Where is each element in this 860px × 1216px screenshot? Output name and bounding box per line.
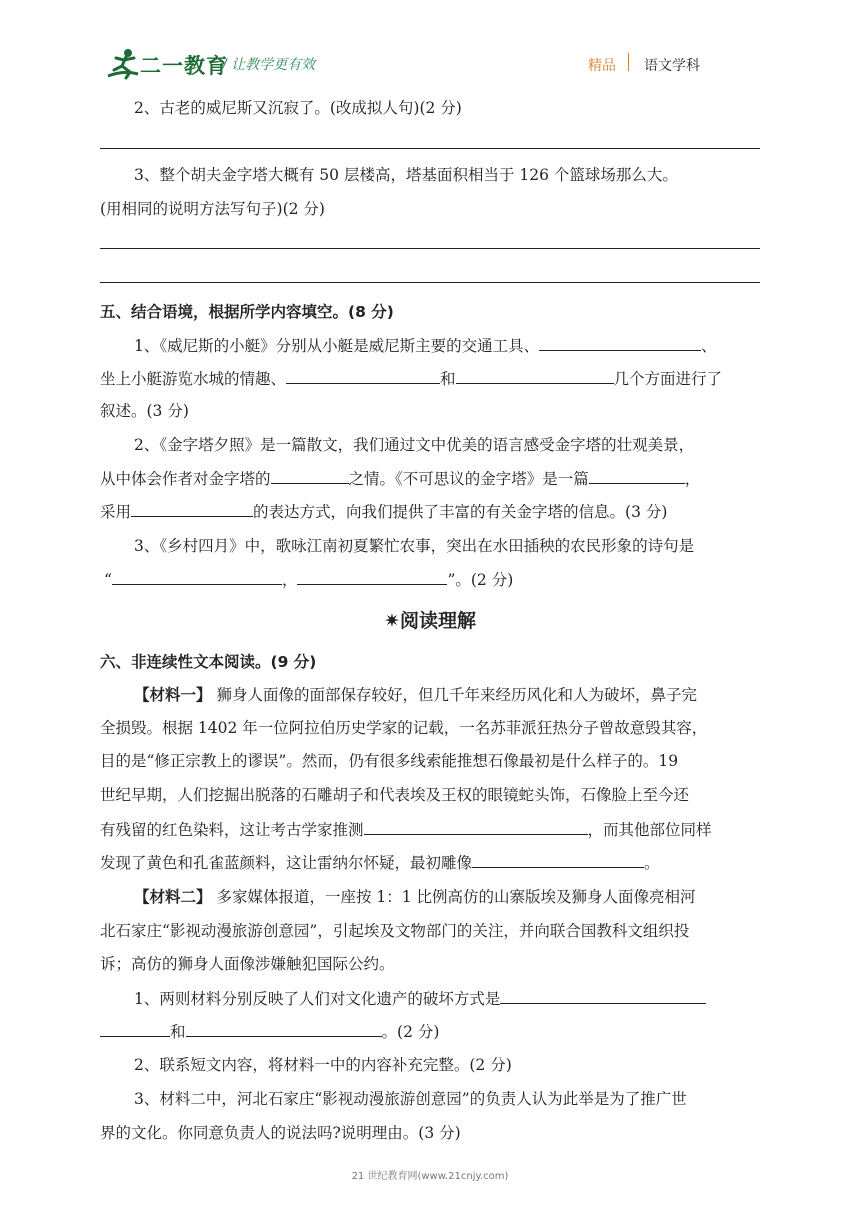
m1-line4: 世纪早期，人们挖掘出脱落的石雕胡子和代表埃及王权的眼镜蛇头饰，石像脸上至今还 bbox=[100, 786, 690, 804]
s5-item2-line3 bbox=[100, 500, 667, 523]
tag-subject: 语文学科 bbox=[644, 58, 700, 74]
text: “ bbox=[104, 571, 112, 589]
text: 。(2 分) bbox=[381, 1023, 440, 1041]
text: 从中体会作者对金字塔的 bbox=[100, 470, 271, 488]
fill-blank[interactable] bbox=[186, 1020, 382, 1037]
s5-item1-line1 bbox=[134, 334, 717, 357]
fill-blank[interactable] bbox=[297, 568, 447, 585]
answer-line[interactable] bbox=[100, 148, 760, 149]
fill-blank[interactable] bbox=[112, 568, 282, 585]
fill-blank[interactable] bbox=[539, 334, 701, 351]
page-header bbox=[0, 0, 860, 86]
slogan: / 让教学更有效 bbox=[222, 57, 316, 73]
text: 。 bbox=[644, 854, 660, 872]
text: 和 bbox=[170, 1023, 186, 1041]
text: 坐上小艇游览水城的情趣、 bbox=[100, 370, 287, 388]
page-footer: 21 世纪教育网(www.21cnjy.com) bbox=[351, 1171, 509, 1182]
fill-blank[interactable] bbox=[131, 500, 253, 517]
m1-line1 bbox=[134, 684, 697, 706]
section-6-title: 六、非连续性文本阅读。(9 分) bbox=[100, 653, 317, 671]
material-1-tag: 【材料一】 bbox=[134, 686, 212, 704]
material-2-tag: 【材料二】 bbox=[134, 888, 212, 906]
fill-blank[interactable] bbox=[271, 467, 349, 484]
q4-item2: 2、古老的威尼斯又沉寂了。(改成拟人句)(2 分) bbox=[134, 99, 462, 117]
answer-line[interactable] bbox=[100, 248, 760, 249]
fill-blank[interactable] bbox=[456, 367, 614, 384]
m1-line6 bbox=[100, 851, 660, 874]
text: 1、两则材料分别反映了人们对文化遗产的破坏方式是 bbox=[134, 990, 501, 1008]
text: 狮身人面像的面部保存较好，但几千年来经历风化和人为破坏，鼻子完 bbox=[211, 686, 697, 704]
section-5-title: 五、结合语境，根据所学内容填空。(8 分) bbox=[100, 303, 394, 321]
s5-item3-line1: 3、《乡村四月》中，歌咏江南初夏繁忙农事，突出在水田插秧的农民形象的诗句是 bbox=[134, 537, 695, 555]
text: 采用 bbox=[100, 503, 132, 521]
s6-q3-line1: 3、材料二中，河北石家庄“影视动漫旅游创意园”的负责人认为此举是为了推广世 bbox=[134, 1090, 687, 1108]
fill-blank[interactable] bbox=[472, 851, 644, 868]
tag-premium: 精品 bbox=[588, 58, 616, 74]
m2-line3: 诉；高仿的狮身人面像涉嫌触犯国际公约。 bbox=[100, 955, 395, 973]
m1-line2: 全损毁。根据 1402 年一位阿拉伯历史学家的记载，一名苏菲派狂热分子曾故意毁其容， bbox=[100, 719, 708, 737]
s5-item1-line2 bbox=[100, 367, 722, 390]
text: 几个方面进行了 bbox=[613, 370, 723, 388]
m2-line1 bbox=[134, 886, 696, 908]
fill-blank[interactable] bbox=[589, 467, 685, 484]
s6-q1-line1 bbox=[134, 987, 706, 1010]
s5-item2-line2 bbox=[100, 467, 700, 490]
s5-item3-line2 bbox=[104, 568, 513, 591]
tag-divider bbox=[628, 53, 629, 71]
fill-blank[interactable] bbox=[286, 367, 440, 384]
m2-line2: 北石家庄“影视动漫旅游创意园”，引起埃及文物部门的关注，并向联合国教科文组织投 bbox=[100, 922, 690, 940]
text: 多家媒体报道，一座按 1：1 比例高仿的山寨版埃及狮身人面像亮相河 bbox=[211, 888, 696, 906]
text: ， bbox=[684, 470, 701, 488]
s5-item1-line3: 叙述。(3 分) bbox=[100, 402, 189, 420]
logo-text: 二一教育 bbox=[140, 54, 228, 78]
answer-line[interactable] bbox=[100, 282, 760, 283]
text: 的表达方式，向我们提供了丰富的有关金字塔的信息。(3 分) bbox=[253, 503, 668, 521]
s6-q2: 2、联系短文内容，将材料一中的内容补充完整。(2 分) bbox=[134, 1056, 512, 1074]
text: ，而其他部位同样 bbox=[587, 821, 712, 839]
text: ”。(2 分) bbox=[447, 571, 514, 589]
m1-line3: 目的是“修正宗教上的谬误”。然而，仍有很多线索能推想石像最初是什么样子的。19 bbox=[100, 752, 679, 770]
text: 发现了黄色和孔雀蓝颜料，这让雷纳尔怀疑，最初雕像 bbox=[100, 854, 473, 872]
text: 和 bbox=[440, 370, 456, 388]
s6-q1-line2 bbox=[100, 1020, 439, 1043]
q4-item3-line1: 3、整个胡夫金字塔大概有 50 层楼高，塔基面积相当于 126 个篮球场那么大。 bbox=[134, 166, 678, 184]
reading-comprehension-banner: ✷阅读理解 bbox=[384, 610, 476, 632]
fill-blank[interactable] bbox=[364, 818, 588, 835]
s6-q3-line2: 界的文化。你同意负责人的说法吗?说明理由。(3 分) bbox=[100, 1124, 461, 1142]
m1-line5 bbox=[100, 818, 712, 841]
fill-blank[interactable] bbox=[500, 987, 706, 1004]
text: 有残留的红色染料，这让考古学家推测 bbox=[100, 821, 364, 839]
q4-item3-line2: (用相同的说明方法写句子)(2 分) bbox=[100, 200, 325, 218]
text: 1、《威尼斯的小艇》分别从小艇是威尼斯主要的交通工具、 bbox=[134, 337, 540, 355]
text: ， bbox=[281, 571, 298, 589]
text: 之情。《不可思议的金字塔》是一篇 bbox=[348, 470, 589, 488]
text: 、 bbox=[701, 337, 717, 355]
fill-blank[interactable] bbox=[100, 1020, 170, 1037]
s5-item2-line1: 2、《金字塔夕照》是一篇散文，我们通过文中优美的语言感受金字塔的壮观美景， bbox=[134, 436, 695, 454]
